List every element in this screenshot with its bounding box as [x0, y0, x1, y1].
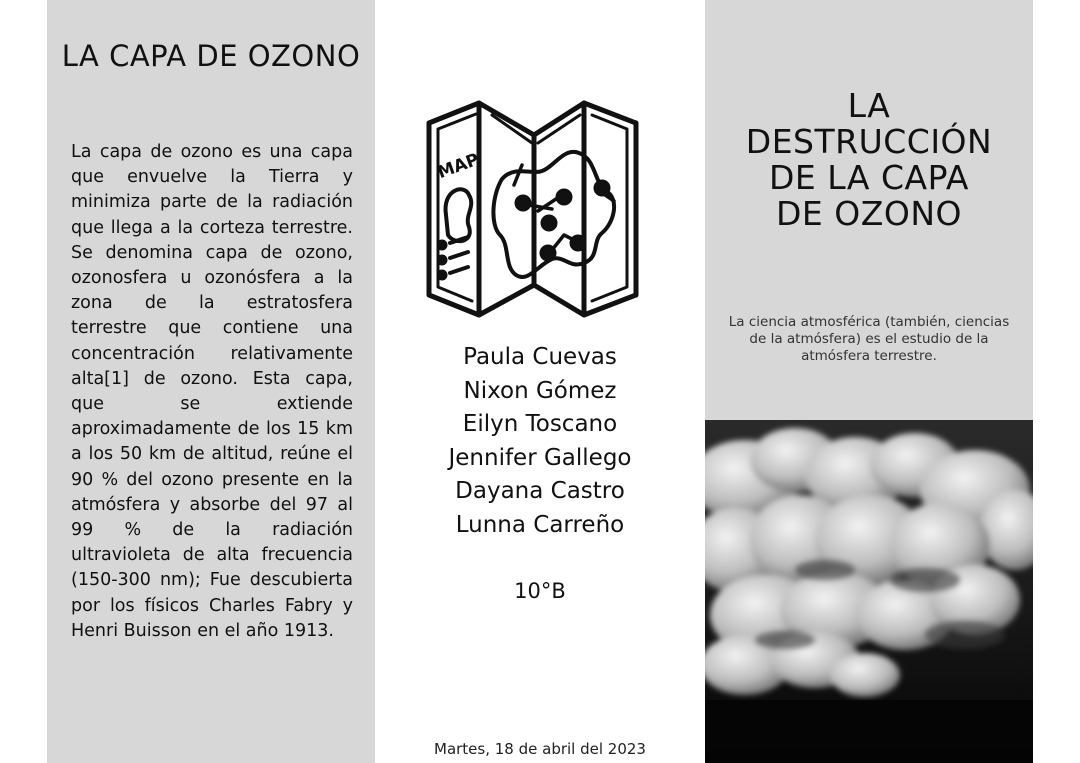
author-name: Eilyn Toscano	[462, 411, 618, 438]
left-title: LA CAPA DE OZONO	[61, 39, 361, 73]
left-panel	[47, 0, 375, 763]
right-title-line: DESTRUCCIÓN	[745, 122, 993, 161]
author-name: Lunna Carreño	[455, 511, 625, 538]
date-label: Martes, 18 de abril del 2023	[434, 740, 646, 758]
grade-label: 10°B	[514, 579, 566, 603]
author-name: Nixon Gómez	[463, 377, 617, 404]
clouds-photo	[705, 420, 1033, 763]
right-title-line: DE LA CAPA	[769, 158, 969, 197]
right-title	[705, 88, 1033, 232]
map-label: MAP	[434, 149, 482, 184]
left-body-text: La capa de ozono es una capa que envuelve la Tierra y minimiza parte de la radiación que llega a la corteza terrestre. Se denomina capa de ozono, ozonosfera u ozonósfera a la zona de la estratosfera terrestre que contiene una concentración relativamente alta[1] de ozono. Esta capa, que se extiende aproximadamente de los 15 km a los 50 km de altitud, reúne el 90 % del ozono presente en la atmósfera y absorbe del 97 al 99 % de la radiación ultravioleta de alta frecuencia (150-300 nm); Fue descubierta por los físicos Charles Fabry y Henri Buisson en el año 1913.	[71, 142, 353, 641]
author-name: Dayana Castro	[455, 478, 625, 505]
middle-panel	[375, 0, 705, 763]
right-title-line: LA	[847, 86, 891, 125]
author-name: Paula Cuevas	[463, 344, 617, 370]
right-subtitle: La ciencia atmosférica (también, ciencias de la atmósfera) es el estudio de la atmósfera terrestre.	[728, 314, 1010, 364]
folded-map-icon	[424, 95, 642, 319]
author-names	[375, 341, 705, 543]
right-panel	[705, 0, 1033, 763]
right-title-line: DE OZONO	[776, 194, 962, 233]
author-name: Jennifer Gallego	[448, 444, 632, 471]
